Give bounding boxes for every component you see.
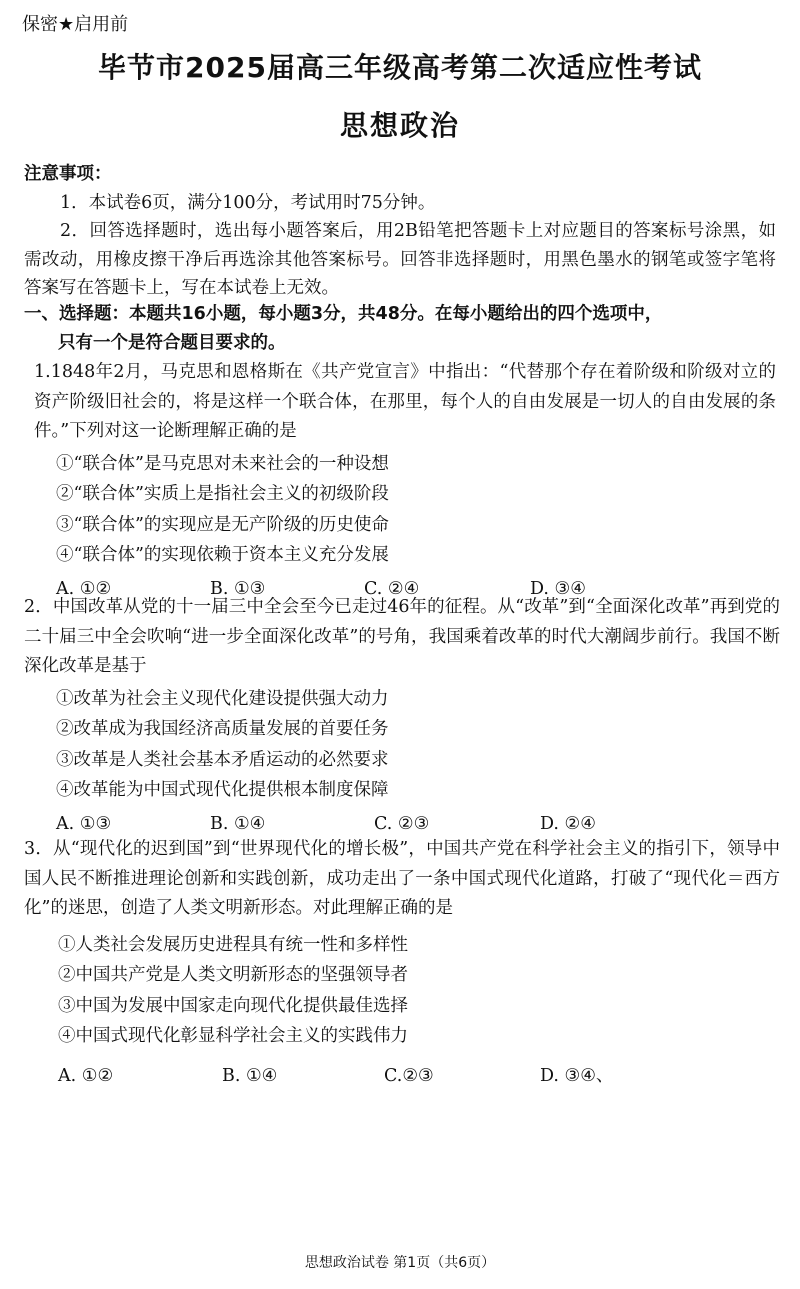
question-2-option-3: ③改革是人类社会基本矛盾运动的必然要求 [56, 749, 389, 770]
confidential-mark: 保密★启用前 [22, 14, 129, 35]
question-2-choice-b: B. ①④ [210, 813, 266, 834]
question-1-option-1: ①“联合体”是马克思对未来社会的一种设想 [56, 453, 389, 474]
question-1-options [34, 449, 776, 605]
question-3-choice-a: A. ①② [58, 1065, 114, 1086]
question-1-choice-a: A. ①② [56, 578, 112, 599]
question-1-option-2: ②“联合体”实质上是指社会主义的初级阶段 [56, 484, 389, 504]
question-1-choice-c: C. ②④ [364, 578, 420, 599]
question-2-options [24, 684, 780, 840]
question-2-choice-d: D. ②④ [540, 813, 596, 834]
question-1-option-3: ③“联合体”的实现应是无产阶级的历史使命 [56, 514, 389, 535]
question-2-option-2: ②改革成为我国经济高质量发展的首要任务 [56, 719, 389, 739]
section-heading-line-1: 一、选择题：本题共16小题，每小题3分，共48分。在每小题给出的四个选项中， [24, 304, 663, 324]
notice-block [24, 160, 776, 303]
notice-heading: 注意事项： [24, 164, 112, 184]
question-2-choice-a: A. ①③ [56, 813, 112, 834]
question-3-stem: 3．从“现代化的迟到国”到“世界现代化的增长极”，中国共产党在科学社会主义的指引下，领导中国人民不断推进理论创新和实践创新，成功走出了一条中国式现代化道路，打破了“现代化＝西方化”的迷思，创造了人类文明新形态。对此理解正确的是 [24, 839, 780, 918]
notice-item-2: 2．回答选择题时，选出每小题答案后，用2B铅笔把答题卡上对应题目的答案标号涂黑，如需改动，用橡皮擦干净后再选涂其他答案标号。回答非选择题时，用黑色墨水的钢笔或签字笔将答案写在答题卡上，写在本试卷上无效。 [24, 221, 776, 298]
question-1-choice-b: B. ①③ [210, 578, 266, 599]
question-3-choice-b: B. ①④ [222, 1065, 278, 1086]
question-2-stem: 2．中国改革从党的十一届三中全会至今已走过46年的征程。从“改革”到“全面深化改革”再到党的二十届三中全会吹响“进一步全面深化改革”的号角，我国乘着改革的时代大潮阔步前行。我国不断深化改革是基于 [24, 597, 780, 676]
question-3-option-1: ①人类社会发展历史进程具有统一性和多样性 [58, 934, 408, 955]
question-3-choices [58, 1062, 780, 1092]
question-3-choice-c: C.②③ [384, 1065, 434, 1086]
question-2-option-1: ①改革为社会主义现代化建设提供强大动力 [56, 688, 389, 709]
question-2-choice-c: C. ②③ [374, 813, 430, 834]
question-2-option-4: ④改革能为中国式现代化提供根本制度保障 [56, 780, 389, 800]
question-1 [34, 358, 776, 604]
question-1-stem: 1.1848年2月，马克思和恩格斯在《共产党宣言》中指出：“代替那个存在着阶级和阶级对立的资产阶级旧社会的，将是这样一个联合体，在那里，每个人的自由发展是一切人的自由发展的条件。”下列对这一论断理解正确的是 [34, 362, 776, 441]
question-1-option-4: ④“联合体”的实现依赖于资本主义充分发展 [56, 545, 389, 565]
question-3-option-2: ②中国共产党是人类文明新形态的坚强领导者 [58, 965, 408, 985]
question-3-option-3: ③中国为发展中国家走向现代化提供最佳选择 [58, 995, 408, 1016]
page-footer: 思想政治试卷 第1页（共6页） [304, 1255, 496, 1271]
subject-title: 思想政治 [339, 109, 460, 142]
question-1-choice-d: D. ③④ [530, 578, 586, 599]
section-heading [24, 300, 780, 357]
question-3-option-4: ④中国式现代化彰显科学社会主义的实践伟力 [58, 1026, 408, 1046]
question-3-options [24, 930, 780, 1092]
question-3-choice-d: D. ③④、 [540, 1065, 614, 1086]
exam-title: 毕节市2025届高三年级高考第二次适应性考试 [98, 51, 702, 84]
section-heading-line-2: 只有一个是符合题目要求的。 [58, 332, 286, 353]
notice-item-1: 1．本试卷6页，满分100分，考试用时75分钟。 [60, 192, 436, 213]
question-3 [24, 835, 780, 1091]
question-2 [24, 593, 780, 839]
